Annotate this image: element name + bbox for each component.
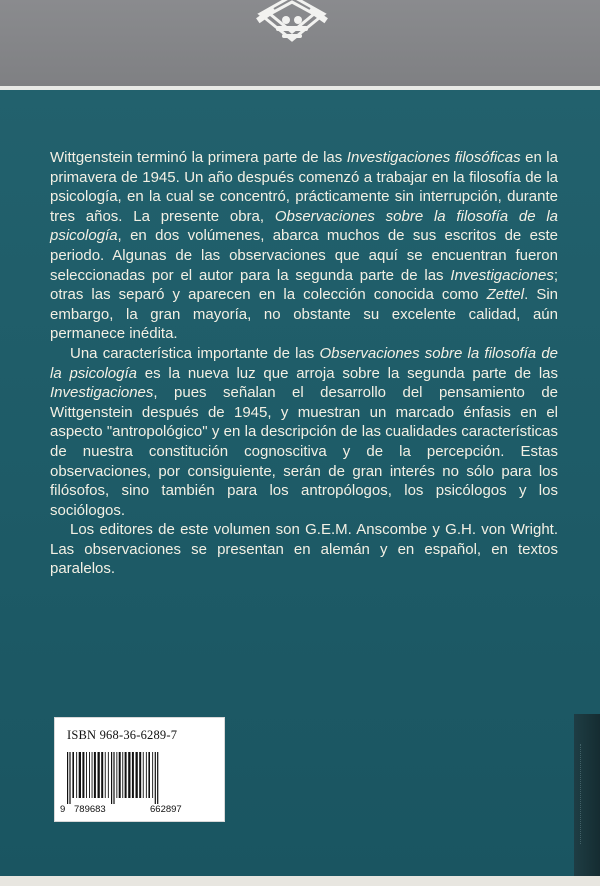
barcode-bar	[108, 752, 109, 798]
barcode-bar	[113, 752, 114, 804]
text-run: Una característica importante de las	[70, 344, 320, 362]
italic-text: Observaciones sobre la filosofía de la psicología	[50, 207, 558, 245]
spine-edge	[574, 714, 600, 876]
publisher-logo-icon	[240, 0, 344, 56]
barcode-bar	[92, 752, 93, 798]
barcode-bar	[116, 752, 117, 798]
barcode-bar	[67, 752, 68, 804]
top-band	[0, 0, 600, 86]
barcode-bar	[86, 752, 87, 798]
italic-text: Investigaciones	[50, 384, 154, 402]
back-cover-text	[50, 148, 558, 579]
text-run: ; otras las separó y aparecen en la colección conocida como	[50, 266, 558, 304]
barcode	[65, 752, 213, 804]
barcode-bar	[101, 752, 103, 798]
text-run: , en dos volúmenes, abarca muchos de sus escritos de este periodo. Algunas de las observaciones que aquí se encuentran fueron seleccionadas por el autor para la segunda parte de las	[50, 227, 558, 284]
barcode-label	[54, 717, 225, 822]
paragraph	[50, 520, 558, 579]
paragraph	[50, 344, 558, 520]
barcode-bar	[94, 752, 96, 798]
italic-text: Zettel	[486, 286, 525, 304]
barcode-bar	[98, 752, 100, 798]
barcode-bar	[72, 752, 74, 798]
barcode-bar	[79, 752, 81, 798]
barcode-bar	[111, 752, 112, 804]
barcode-bar	[139, 752, 141, 798]
barcode-bar	[122, 752, 123, 798]
text-run: es la nueva luz que arroja sobre la segunda parte de las	[137, 364, 559, 382]
barcode-bar	[132, 752, 134, 798]
barcode-bar	[143, 752, 144, 798]
barcode-bar	[157, 752, 158, 804]
barcode-bar	[136, 752, 138, 798]
bottom-edge	[0, 876, 600, 886]
text-run: Los editores de este volumen son G.E.M. Anscombe y G.H. von Wright. Las observaciones se presentan en alemán y en español, en textos paralelos.	[50, 521, 558, 578]
text-run: Wittgenstein terminó la primera parte de las	[50, 149, 347, 166]
barcode-digit-first: 9	[60, 804, 66, 815]
barcode-bar	[125, 752, 127, 798]
barcode-digits-left: 789683	[74, 804, 106, 815]
barcode-bar	[155, 752, 156, 804]
barcode-bar	[146, 752, 147, 798]
barcode-bar	[119, 752, 121, 798]
text-run: . Sin embargo, la gran mayoría, no obstante su excelente calidad, aún permanece inédita.	[50, 286, 558, 343]
italic-text: Observaciones sobre la filosofía de la psicología	[50, 344, 558, 382]
italic-text: Investigaciones	[450, 266, 554, 284]
barcode-bar	[105, 752, 106, 798]
barcode-bar	[69, 752, 70, 804]
paragraph	[50, 148, 558, 344]
barcode-bar	[76, 752, 77, 798]
barcode-bar	[152, 752, 153, 798]
barcode-bar	[128, 752, 130, 798]
isbn-text: ISBN 968-36-6289-7	[67, 728, 178, 742]
barcode-bar	[148, 752, 150, 798]
barcode-bar	[82, 752, 84, 798]
text-run: en la primavera de 1945. Un año después comenzó a trabajar en la filosofía de la psicología, en la cual se concentró, prácticamente sin interrupción, durante tres años. La presente obra,	[50, 149, 558, 225]
text-run: , pues señalan el desarrollo del pensamiento de Wittgenstein después de 1945, y muestran un marcado énfasis en el aspecto "antropológico" y en la descripción de las cualidades características de nuestra constitución cognoscitiva y de la percepción. Estas observaciones, por consiguiente, serán de gran interés no sólo para los filósofos, sino también para los antropólogos, los psicólogos y los sociólogos.	[50, 384, 558, 519]
barcode-bar	[89, 752, 90, 798]
barcode-digits-right: 662897	[150, 804, 182, 815]
italic-text: Investigaciones filosóficas	[346, 149, 521, 166]
